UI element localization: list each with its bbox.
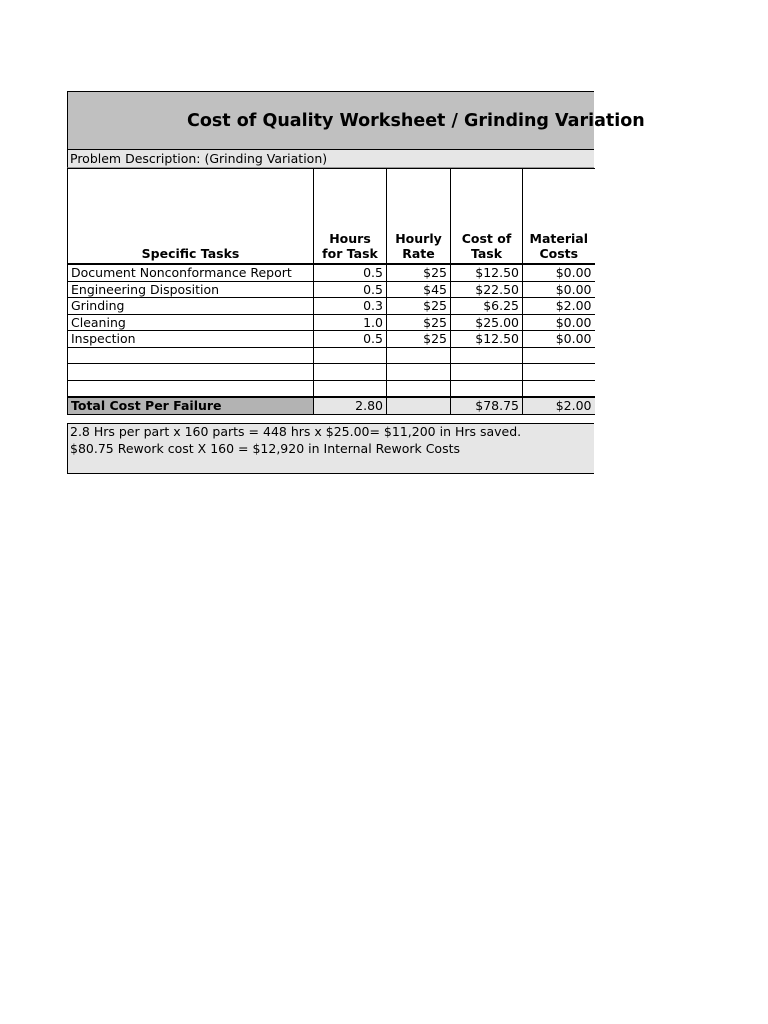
- column-header: Cost of Task: [451, 169, 523, 265]
- task-table: [67, 168, 595, 415]
- cost-cell[interactable]: [451, 364, 523, 381]
- cost-cell[interactable]: $6.25: [451, 298, 523, 315]
- total-material[interactable]: $2.00: [523, 397, 595, 414]
- task-cell[interactable]: Grinding: [68, 298, 314, 315]
- table-row: [68, 314, 595, 331]
- total-label: Total Cost Per Failure: [68, 397, 314, 414]
- table-row: [68, 298, 595, 315]
- cost-cell[interactable]: $12.50: [451, 331, 523, 348]
- column-header: Material Costs: [523, 169, 595, 265]
- task-cell[interactable]: Document Nonconformance Report: [68, 264, 314, 281]
- task-cell[interactable]: [68, 364, 314, 381]
- material-cell[interactable]: $2.00: [523, 298, 595, 315]
- material-cell[interactable]: [523, 364, 595, 381]
- hours-cell[interactable]: 0.3: [314, 298, 387, 315]
- total-cost[interactable]: $78.75: [451, 397, 523, 414]
- worksheet: [67, 91, 645, 474]
- hours-cell[interactable]: 0.5: [314, 264, 387, 281]
- task-cell[interactable]: [68, 347, 314, 364]
- worksheet-title: Cost of Quality Worksheet / Grinding Variation: [187, 110, 645, 131]
- cost-cell[interactable]: [451, 380, 523, 397]
- table-row: [68, 380, 595, 397]
- total-row: [68, 397, 595, 414]
- rate-cell[interactable]: $45: [387, 281, 451, 298]
- hours-cell[interactable]: [314, 347, 387, 364]
- problem-description: Problem Description: (Grinding Variation): [67, 150, 594, 168]
- task-cell[interactable]: Inspection: [68, 331, 314, 348]
- note-line: $80.75 Rework cost X 160 = $12,920 in Internal Rework Costs: [70, 440, 460, 456]
- column-header: Hourly Rate: [387, 169, 451, 265]
- column-header: Specific Tasks: [68, 169, 314, 265]
- cost-cell[interactable]: $22.50: [451, 281, 523, 298]
- table-header: [68, 169, 595, 265]
- title-bar: [67, 91, 645, 150]
- material-cell[interactable]: $0.00: [523, 314, 595, 331]
- hours-cell[interactable]: [314, 380, 387, 397]
- table-row: [68, 264, 595, 281]
- material-cell[interactable]: $0.00: [523, 264, 595, 281]
- total-hours[interactable]: 2.80: [314, 397, 387, 414]
- cost-cell[interactable]: $25.00: [451, 314, 523, 331]
- cost-cell[interactable]: $12.50: [451, 264, 523, 281]
- rate-cell[interactable]: [387, 347, 451, 364]
- rate-cell[interactable]: $25: [387, 264, 451, 281]
- rate-cell[interactable]: [387, 364, 451, 381]
- task-cell[interactable]: [68, 380, 314, 397]
- hours-cell[interactable]: 0.5: [314, 331, 387, 348]
- rate-cell[interactable]: $25: [387, 298, 451, 315]
- total-rate[interactable]: [387, 397, 451, 414]
- table-row: [68, 331, 595, 348]
- column-header: Hours for Task: [314, 169, 387, 265]
- rate-cell[interactable]: $25: [387, 314, 451, 331]
- material-cell[interactable]: $0.00: [523, 331, 595, 348]
- hours-cell[interactable]: 0.5: [314, 281, 387, 298]
- task-cell[interactable]: Cleaning: [68, 314, 314, 331]
- material-cell[interactable]: $0.00: [523, 281, 595, 298]
- rate-cell[interactable]: $25: [387, 331, 451, 348]
- notes-box: [67, 423, 594, 474]
- cost-cell[interactable]: [451, 347, 523, 364]
- note-line: 2.8 Hrs per part x 160 parts = 448 hrs x $25.00= $11,200 in Hrs saved.: [70, 423, 522, 439]
- table-row: [68, 281, 595, 298]
- hours-cell[interactable]: 1.0: [314, 314, 387, 331]
- material-cell[interactable]: [523, 380, 595, 397]
- rate-cell[interactable]: [387, 380, 451, 397]
- table-row: [68, 347, 595, 364]
- task-cell[interactable]: Engineering Disposition: [68, 281, 314, 298]
- table-row: [68, 364, 595, 381]
- material-cell[interactable]: [523, 347, 595, 364]
- hours-cell[interactable]: [314, 364, 387, 381]
